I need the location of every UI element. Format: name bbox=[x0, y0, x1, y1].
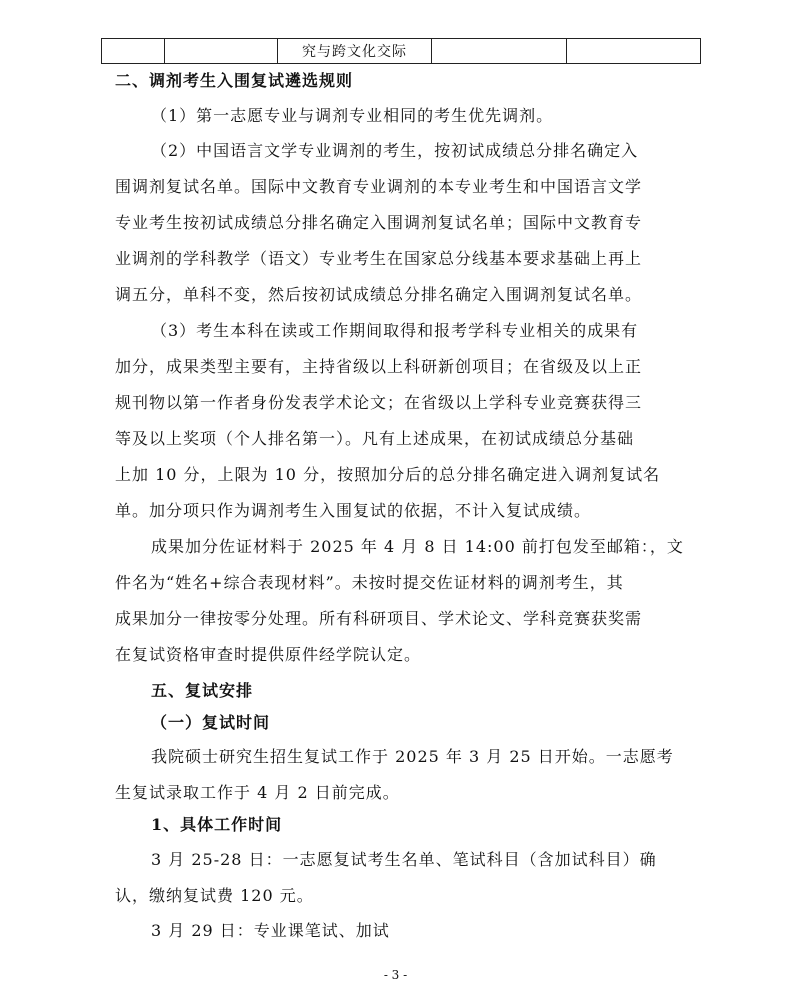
paragraph-line: 业调剂的学科教学（语文）专业考生在国家总分线基本要求基础上再上 bbox=[115, 249, 643, 268]
subsection-heading: 1、具体工作时间 bbox=[151, 815, 283, 834]
paragraph-line: 专业考生按初试成绩总分排名确定入围调剂复试名单；国际中文教育专 bbox=[115, 213, 643, 232]
paragraph-line: （2）中国语言文学专业调剂的考生，按初试成绩总分排名确定入 bbox=[151, 141, 639, 160]
table-row bbox=[101, 38, 701, 64]
paragraph-line: 我院硕士研究生招生复试工作于 2025 年 3 月 25 日开始。一志愿考 bbox=[151, 747, 674, 766]
paragraph-line: 规刊物以第一作者身份发表学术论文；在省级以上学科专业竞赛获得三 bbox=[115, 393, 643, 412]
paragraph-line: 在复试资格审查时提供原件经学院认定。 bbox=[115, 645, 422, 664]
paragraph-line: （3）考生本科在读或工作期间取得和报考学科专业相关的成果有 bbox=[151, 321, 639, 340]
paragraph-line: （1）第一志愿专业与调剂专业相同的考生优先调剂。 bbox=[151, 106, 554, 125]
paragraph-line: 调五分，单科不变，然后按初试成绩总分排名确定入围调剂复试名单。 bbox=[115, 285, 643, 304]
paragraph-line: 等及以上奖项（个人排名第一）。凡有上述成果，在初试成绩总分基础 bbox=[115, 429, 635, 448]
paragraph-line: 成果加分一律按零分处理。所有科研项目、学术论文、学科竞赛获奖需 bbox=[115, 609, 643, 628]
section-heading: 二、调剂考生入围复试遴选规则 bbox=[115, 71, 354, 90]
section-heading: 五、复试安排 bbox=[151, 681, 254, 700]
table-cell bbox=[165, 39, 278, 63]
table-cell bbox=[432, 39, 567, 63]
paragraph-line: 围调剂复试名单。国际中文教育专业调剂的本专业考生和中国语言文学 bbox=[115, 177, 643, 196]
paragraph-line: 3 月 25-28 日：一志愿复试考生名单、笔试科目（含加试科目）确 bbox=[151, 850, 657, 869]
page-number: - 3 - bbox=[383, 968, 408, 982]
paragraph-line: 件名为“姓名+综合表现材料”。未按时提交佐证材料的调剂考生，其 bbox=[115, 573, 624, 592]
paragraph-line: 加分，成果类型主要有，主持省级以上科研新创项目；在省级及以上正 bbox=[115, 357, 643, 376]
table-cell: 究与跨文化交际 bbox=[278, 39, 432, 63]
paragraph-line: 认，缴纳复试费 120 元。 bbox=[115, 886, 314, 905]
subsection-heading: （一）复试时间 bbox=[151, 713, 271, 732]
paragraph-line: 3 月 29 日：专业课笔试、加试 bbox=[151, 921, 390, 940]
table-cell bbox=[567, 39, 700, 63]
paragraph-line: 上加 10 分，上限为 10 分，按照加分后的总分排名确定进入调剂复试名 bbox=[115, 465, 661, 484]
paragraph-line: 生复试录取工作于 4 月 2 日前完成。 bbox=[115, 783, 400, 802]
paragraph-line: 成果加分佐证材料于 2025 年 4 月 8 日 14:00 前打包发至邮箱：，文 bbox=[151, 537, 684, 556]
paragraph-line: 单。加分项只作为调剂考生入围复试的依据，不计入复试成绩。 bbox=[115, 501, 592, 520]
table-cell bbox=[102, 39, 165, 63]
